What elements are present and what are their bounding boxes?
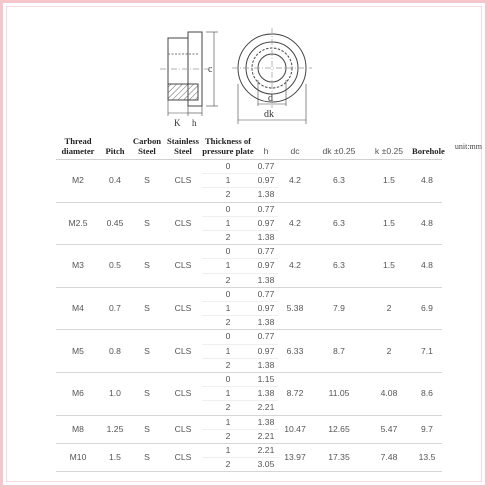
cell-carbon-steel: S xyxy=(130,245,164,288)
cell-h: 2.21 xyxy=(254,444,278,458)
cell-h: 0.97 xyxy=(254,216,278,230)
cell-h: 1.38 xyxy=(254,188,278,202)
cell-thickness: 1 xyxy=(202,444,254,458)
table-row xyxy=(56,287,442,301)
cell-thickness: 2 xyxy=(202,273,254,287)
cell-h: 1.38 xyxy=(254,387,278,401)
cell-thread-diameter: M10 xyxy=(56,444,100,472)
cell-thickness: 0 xyxy=(202,330,254,344)
cell-thickness: 1 xyxy=(202,174,254,188)
cell-dk: 7.9 xyxy=(312,287,366,330)
table-row xyxy=(56,202,442,216)
cell-h: 0.97 xyxy=(254,174,278,188)
cell-stainless-steel: CLS xyxy=(164,287,202,330)
cell-thickness: 1 xyxy=(202,344,254,358)
label-k: K xyxy=(174,118,181,128)
table-row xyxy=(56,415,442,429)
cell-k: 5.47 xyxy=(366,415,412,443)
cell-h: 0.77 xyxy=(254,202,278,216)
cell-thickness: 1 xyxy=(202,259,254,273)
cell-h: 0.77 xyxy=(254,330,278,344)
cell-stainless-steel: CLS xyxy=(164,202,202,245)
cell-dc: 13.97 xyxy=(278,444,312,472)
cell-k: 2 xyxy=(366,287,412,330)
cell-pitch: 1.5 xyxy=(100,444,130,472)
cell-thickness: 2 xyxy=(202,458,254,472)
cell-borehole: 7.1 xyxy=(412,330,442,373)
cell-h: 1.38 xyxy=(254,273,278,287)
cell-h: 2.21 xyxy=(254,401,278,415)
cell-dk: 8.7 xyxy=(312,330,366,373)
cell-thread-diameter: M2.5 xyxy=(56,202,100,245)
cell-thread-diameter: M5 xyxy=(56,330,100,373)
cell-h: 2.21 xyxy=(254,429,278,443)
label-h: h xyxy=(192,118,197,128)
label-c: c xyxy=(208,64,213,75)
cell-thickness: 2 xyxy=(202,188,254,202)
header-carbon-steel: Carbon Steel xyxy=(130,136,164,160)
header-row xyxy=(56,136,442,160)
table-row xyxy=(56,444,442,458)
cell-h: 0.97 xyxy=(254,344,278,358)
cell-thickness: 0 xyxy=(202,160,254,174)
table-row xyxy=(56,245,442,259)
cell-thickness: 0 xyxy=(202,245,254,259)
header-thickness: Thickness of pressure plate xyxy=(202,136,254,160)
header-thread-diameter: Thread diameter xyxy=(56,136,100,160)
cell-thickness: 2 xyxy=(202,358,254,372)
header-h: h xyxy=(254,136,278,160)
cell-dk: 17.35 xyxy=(312,444,366,472)
cell-thickness: 1 xyxy=(202,216,254,230)
cell-h: 0.77 xyxy=(254,245,278,259)
cell-thickness: 2 xyxy=(202,429,254,443)
cell-thread-diameter: M4 xyxy=(56,287,100,330)
cell-h: 0.77 xyxy=(254,287,278,301)
cell-carbon-steel: S xyxy=(130,373,164,416)
cell-dk: 12.65 xyxy=(312,415,366,443)
cell-thickness: 1 xyxy=(202,387,254,401)
cell-pitch: 0.4 xyxy=(100,160,130,203)
header-borehole: Borehole xyxy=(412,136,442,160)
cell-thickness: 2 xyxy=(202,231,254,245)
cell-dc: 4.2 xyxy=(278,160,312,203)
cell-thread-diameter: M8 xyxy=(56,415,100,443)
cell-thickness: 0 xyxy=(202,287,254,301)
cell-stainless-steel: CLS xyxy=(164,373,202,416)
cell-carbon-steel: S xyxy=(130,330,164,373)
cell-k: 1.5 xyxy=(366,202,412,245)
cell-borehole: 9.7 xyxy=(412,415,442,443)
cell-k: 1.5 xyxy=(366,160,412,203)
header-dc: dc xyxy=(278,136,312,160)
cell-dc: 10.47 xyxy=(278,415,312,443)
cell-dk: 6.3 xyxy=(312,245,366,288)
cell-h: 1.38 xyxy=(254,316,278,330)
cell-borehole: 8.6 xyxy=(412,373,442,416)
table-row xyxy=(56,373,442,387)
cell-thickness: 1 xyxy=(202,302,254,316)
header-k: k ±0.25 xyxy=(366,136,412,160)
cell-pitch: 1.0 xyxy=(100,373,130,416)
cell-h: 1.38 xyxy=(254,415,278,429)
cell-carbon-steel: S xyxy=(130,415,164,443)
cell-dk: 6.3 xyxy=(312,160,366,203)
cell-k: 1.5 xyxy=(366,245,412,288)
cell-h: 1.15 xyxy=(254,373,278,387)
label-dk: dk xyxy=(264,109,274,120)
cell-borehole: 4.8 xyxy=(412,245,442,288)
cell-thread-diameter: M6 xyxy=(56,373,100,416)
cell-stainless-steel: CLS xyxy=(164,160,202,203)
cell-borehole: 4.8 xyxy=(412,160,442,203)
cell-carbon-steel: S xyxy=(130,202,164,245)
cell-h: 0.97 xyxy=(254,259,278,273)
label-d: d xyxy=(268,93,273,104)
cell-thickness: 1 xyxy=(202,415,254,429)
table-row xyxy=(56,160,442,174)
cell-carbon-steel: S xyxy=(130,444,164,472)
cell-stainless-steel: CLS xyxy=(164,415,202,443)
cell-k: 2 xyxy=(366,330,412,373)
cell-thickness: 2 xyxy=(202,316,254,330)
cell-stainless-steel: CLS xyxy=(164,444,202,472)
cell-thread-diameter: M3 xyxy=(56,245,100,288)
nut-technical-drawing xyxy=(150,20,330,132)
header-dk: dk ±0.25 xyxy=(312,136,366,160)
cell-stainless-steel: CLS xyxy=(164,330,202,373)
cell-pitch: 1.25 xyxy=(100,415,130,443)
cell-h: 0.97 xyxy=(254,302,278,316)
unit-note: unit:mm xyxy=(454,142,482,151)
cell-dk: 6.3 xyxy=(312,202,366,245)
cell-dk: 11.05 xyxy=(312,373,366,416)
cell-pitch: 0.7 xyxy=(100,287,130,330)
cell-dc: 6.33 xyxy=(278,330,312,373)
cell-dc: 4.2 xyxy=(278,202,312,245)
cell-pitch: 0.8 xyxy=(100,330,130,373)
cell-stainless-steel: CLS xyxy=(164,245,202,288)
cell-h: 1.38 xyxy=(254,231,278,245)
cell-k: 4.08 xyxy=(366,373,412,416)
cell-borehole: 13.5 xyxy=(412,444,442,472)
cell-k: 7.48 xyxy=(366,444,412,472)
cell-dc: 4.2 xyxy=(278,245,312,288)
table-row xyxy=(56,330,442,344)
cell-carbon-steel: S xyxy=(130,287,164,330)
cell-dc: 8.72 xyxy=(278,373,312,416)
cell-pitch: 0.45 xyxy=(100,202,130,245)
cell-pitch: 0.5 xyxy=(100,245,130,288)
specification-table xyxy=(56,136,445,472)
cell-h: 0.77 xyxy=(254,160,278,174)
cell-h: 3.05 xyxy=(254,458,278,472)
cell-thickness: 0 xyxy=(202,373,254,387)
cell-thickness: 0 xyxy=(202,202,254,216)
cell-borehole: 4.8 xyxy=(412,202,442,245)
cell-thread-diameter: M2 xyxy=(56,160,100,203)
cell-borehole: 6.9 xyxy=(412,287,442,330)
cell-thickness: 2 xyxy=(202,401,254,415)
cell-dc: 5.38 xyxy=(278,287,312,330)
header-pitch: Pitch xyxy=(100,136,130,160)
header-stainless-steel: Stainless Steel xyxy=(164,136,202,160)
cell-h: 1.38 xyxy=(254,358,278,372)
cell-carbon-steel: S xyxy=(130,160,164,203)
